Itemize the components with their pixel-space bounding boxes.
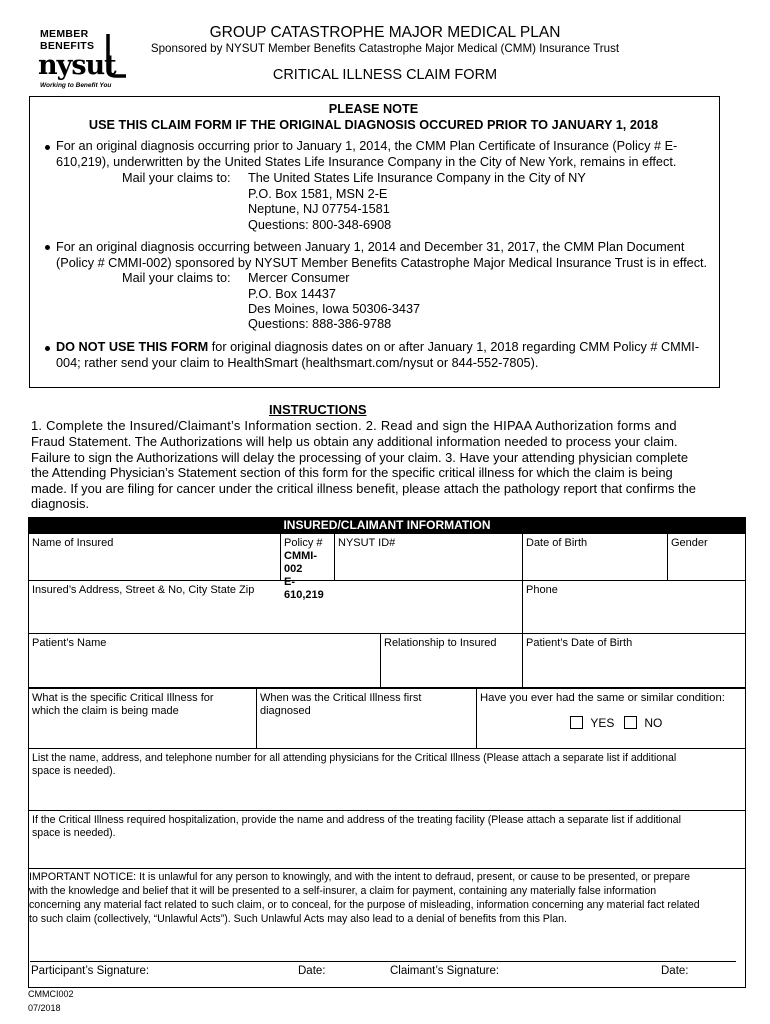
hospitalization-field[interactable] [28, 810, 746, 869]
instruction-line: the Attending Physician’s Statement section of this form for the specific critical illness for which the claim is being [31, 465, 673, 480]
logo-line2: BENEFITS [40, 40, 95, 52]
bullet3-line2: 004; rather send your claim to HealthSmart (healthsmart.com/nysut or 844-552-7805). [56, 356, 539, 370]
mail2-address-line: Des Moines, Iowa 50306-3437 [248, 302, 421, 316]
signature-line[interactable] [30, 961, 736, 962]
hospitalization-label-1: If the Critical Illness required hospitalization, provide the name and address of the treating facility (Please attach a separate list if additional [32, 814, 681, 826]
hospitalization-label-2: space is needed). [32, 827, 116, 839]
participant-signature-label: Participant’s Signature: [31, 965, 150, 977]
claimant-signature-label: Claimant’s Signature: [390, 965, 500, 977]
notice-line: to such claim (collectively, “Unlawful Acts”). Such Unlawful Acts may also lead to a denial of benefits from this Plan. [29, 913, 567, 925]
mail1-address-line: The United States Life Insurance Company in the City of NY [248, 171, 586, 185]
policy-number-field [280, 533, 335, 601]
bullet-icon [45, 346, 50, 351]
mail2-address-line: P.O. Box 14437 [248, 287, 336, 301]
bullet1-line1: For an original diagnosis occurring prior to January 1, 2014, the CMM Plan Certificate of Insurance (Policy # E- [56, 139, 678, 153]
logo-word: nysut [38, 50, 116, 81]
policy-value-2: E-610,219 [284, 576, 324, 601]
address-label: Insured’s Address, Street & No, City State Zip [32, 584, 255, 596]
instruction-line: made. If you are filing for cancer under the critical illness benefit, please attach the pathology report that confirms the [31, 481, 696, 496]
no-option[interactable] [624, 716, 662, 730]
policy-value-1: CMMI-002 [284, 550, 317, 575]
name-of-insured-label: Name of Insured [32, 537, 114, 549]
mail2-address-line: Questions: 888-386-9788 [248, 317, 392, 331]
mail1-address-line: Neptune, NJ 07754-1581 [248, 202, 390, 216]
date-label-1: Date: [298, 965, 326, 977]
plan-title: GROUP CATASTROPHE MAJOR MEDICAL PLAN [209, 24, 561, 41]
instruction-line: diagnosis. [31, 496, 90, 511]
date-label-2: Date: [661, 965, 689, 977]
nysut-id-field[interactable] [334, 533, 523, 581]
first-diagnosed-field[interactable] [256, 688, 477, 749]
phone-label: Phone [526, 584, 558, 596]
date-of-birth-field[interactable] [522, 533, 668, 581]
phone-field[interactable] [522, 580, 746, 634]
gender-field[interactable] [667, 533, 746, 581]
mail1-label: Mail your claims to: [122, 171, 231, 185]
similar-condition-label: Have you ever had the same or similar condition: [480, 692, 725, 704]
mail2-address-line: Mercer Consumer [248, 271, 350, 285]
notice-line: IMPORTANT NOTICE: It is unlawful for any person to knowingly, and with the intent to defraud, present, or cause to be presented, or prepare [29, 871, 691, 883]
date-of-birth-label: Date of Birth [526, 537, 588, 549]
relationship-label: Relationship to Insured [384, 637, 497, 649]
instruction-line: 1. Complete the Insured/Claimant’s Information section. 2. Read and sign the HIPAA Authorization forms and [31, 418, 677, 433]
mail2-label: Mail your claims to: [122, 271, 231, 285]
relationship-field[interactable] [380, 633, 523, 688]
instructions-title: INSTRUCTIONS [269, 402, 367, 417]
note-heading: PLEASE NOTE [328, 102, 419, 116]
patient-name-field[interactable] [28, 633, 381, 688]
first-diagnosed-label-2: diagnosed [260, 705, 311, 717]
logo-tagline: Working to Benefit You [40, 82, 112, 89]
patient-dob-label: Patient’s Date of Birth [526, 637, 633, 649]
instruction-line: Fraud Statement. The Authorizations will help us obtain any additional information needed to process your claim. [31, 434, 678, 449]
no-checkbox[interactable] [624, 716, 637, 729]
physicians-label-1: List the name, address, and telephone number for all attending physicians for the Critical Illness (Please attach a separate list if additional [32, 752, 677, 764]
gender-label: Gender [671, 537, 708, 549]
notice-line: with the knowledge and belief that it will be presented to a self-insurer, a claim for payment, containing any materially false information [29, 885, 657, 897]
critical-illness-label-1: What is the specific Critical Illness for [32, 692, 214, 704]
notice-line: concerning any material fact related to such claim, or to conceal, for the purpose of misleading, information concerning any material fact related [29, 899, 700, 911]
yes-label: YES [590, 716, 615, 730]
bullet3-line1 [56, 340, 699, 356]
bullet1-line2: 610,219), underwritten by the United States Life Insurance Company in the City of New York, remains in effect. [56, 155, 677, 169]
plan-subtitle: Sponsored by NYSUT Member Benefits Catastrophe Major Medical (CMM) Insurance Trust [150, 42, 620, 55]
do-not-use-warning: DO NOT USE THIS FORM [56, 340, 209, 354]
form-code: CMMCI002 [28, 989, 74, 999]
yes-option[interactable] [570, 716, 614, 730]
critical-illness-field[interactable] [28, 688, 257, 749]
logo-line1: MEMBER [40, 28, 89, 40]
patient-dob-field[interactable] [522, 633, 746, 688]
bullet-icon [45, 145, 50, 150]
note-subheading: USE THIS CLAIM FORM IF THE ORIGINAL DIAGNOSIS OCCURED PRIOR TO JANUARY 1, 2018 [88, 118, 659, 132]
first-diagnosed-label-1: When was the Critical Illness first [260, 692, 422, 704]
no-label: NO [644, 716, 663, 730]
mail1-address-line: Questions: 800-348-6908 [248, 218, 392, 232]
patient-name-label: Patient’s Name [32, 637, 107, 649]
name-of-insured-field[interactable] [28, 533, 281, 581]
bullet-icon [45, 245, 50, 250]
nysut-id-label: NYSUT ID# [338, 537, 396, 549]
physicians-label-2: space is needed). [32, 765, 116, 777]
address-field[interactable] [28, 580, 523, 634]
insured-info-header [28, 517, 746, 533]
bullet2-line2: (Policy # CMMI-002) sponsored by NYSUT Member Benefits Catastrophe Major Medical Insurance Trust is in effect. [56, 256, 708, 270]
form-date: 07/2018 [28, 1003, 61, 1013]
mail1-address-line: P.O. Box 1581, MSN 2-E [248, 187, 388, 201]
critical-illness-label-2: which the claim is being made [32, 705, 179, 717]
form-title: CRITICAL ILLNESS CLAIM FORM [272, 67, 498, 83]
policy-label: Policy # [284, 537, 323, 549]
instruction-line: Failure to sign the Authorizations will delay the processing of your claim. 3. Have your attending physician complete [31, 450, 689, 465]
section-title: INSURED/CLAIMANT INFORMATION [283, 518, 491, 532]
yes-checkbox[interactable] [570, 716, 583, 729]
bullet3-text: for original diagnosis dates on or after January 1, 2018 regarding CMM Policy # CMMI- [208, 340, 700, 354]
bullet2-line1: For an original diagnosis occurring between January 1, 2014 and December 31, 2017, the CMM Plan Document [56, 240, 685, 254]
physicians-field[interactable] [28, 748, 746, 811]
